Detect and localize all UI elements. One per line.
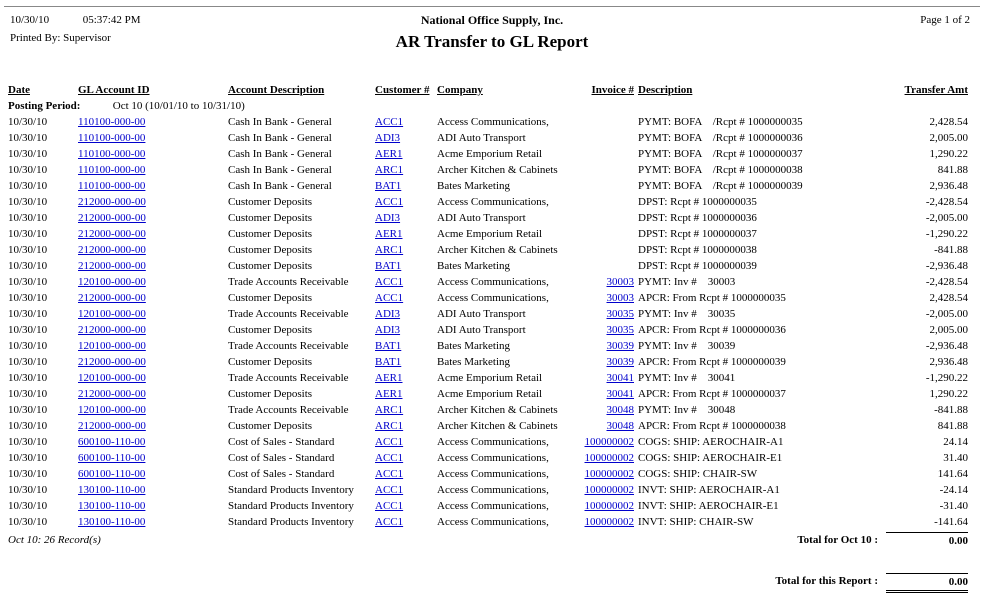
cell-transfer-amt: 2,428.54: [929, 116, 968, 128]
gl-account-link[interactable]: 120100-000-00: [78, 276, 146, 288]
cell-description: APCR: From Rcpt # 1000000037: [638, 388, 786, 400]
cell-date: 10/30/10: [8, 468, 48, 480]
cell-account-description: Customer Deposits: [228, 244, 313, 256]
gl-account-link[interactable]: 600100-110-00: [78, 452, 146, 464]
table-row: [8, 290, 968, 306]
cell-date: 10/30/10: [8, 148, 48, 160]
cell-date: 10/30/10: [8, 340, 48, 352]
col-header-description: Description: [638, 84, 693, 96]
cell-account-description: Standard Products Inventory: [228, 484, 354, 496]
printed-by: Printed By: Supervisor: [10, 32, 111, 44]
customer-link[interactable]: ACC1: [375, 500, 404, 512]
cell-description: DPST: Rcpt # 1000000038: [638, 244, 757, 256]
cell-date: 10/30/10: [8, 516, 48, 528]
cell-account-description: Trade Accounts Receivable: [228, 276, 349, 288]
col-header-transfer-amt: Transfer Amt: [904, 84, 968, 96]
cell-description: PYMT: Inv # 30041: [638, 372, 736, 384]
gl-account-link[interactable]: 110100-000-00: [78, 116, 146, 128]
cell-transfer-amt: 24.14: [943, 436, 968, 448]
gl-account-link[interactable]: 212000-000-00: [78, 212, 146, 224]
table-row: [8, 130, 968, 146]
cell-account-description: Cost of Sales - Standard: [228, 468, 335, 480]
posting-period-row: [8, 98, 968, 114]
cell-account-description: Customer Deposits: [228, 420, 313, 432]
cell-date: 10/30/10: [8, 388, 48, 400]
print-date: 10/30/10: [10, 14, 50, 26]
cell-transfer-amt: -1,290.22: [925, 372, 968, 384]
cell-transfer-amt: 2,936.48: [929, 180, 968, 192]
cell-date: 10/30/10: [8, 484, 48, 496]
invoice-link[interactable]: 30003: [606, 292, 634, 304]
cell-transfer-amt: -2,428.54: [925, 196, 968, 208]
customer-link[interactable]: ACC1: [375, 292, 404, 304]
gl-account-link[interactable]: 120100-000-00: [78, 340, 146, 352]
customer-link[interactable]: ACC1: [375, 484, 404, 496]
cell-account-description: Customer Deposits: [228, 228, 313, 240]
cell-transfer-amt: 1,290.22: [929, 388, 968, 400]
cell-date: 10/30/10: [8, 436, 48, 448]
cell-date: 10/30/10: [8, 292, 48, 304]
page-indicator: Page 1 of 2: [920, 14, 970, 26]
column-header-row: [8, 82, 968, 98]
posting-period-value: Oct 10 (10/01/10 to 10/31/10): [112, 100, 245, 112]
customer-link[interactable]: ACC1: [375, 196, 404, 208]
cell-date: 10/30/10: [8, 372, 48, 384]
cell-company: ADI Auto Transport: [437, 132, 526, 144]
cell-company: Access Communications,: [437, 484, 549, 496]
cell-transfer-amt: -2,936.48: [925, 260, 968, 272]
invoice-link: [580, 258, 634, 274]
cell-date: 10/30/10: [8, 324, 48, 336]
report-total-label: Total for this Report :: [775, 575, 878, 587]
cell-date: 10/30/10: [8, 196, 48, 208]
cell-account-description: Cash In Bank - General: [228, 180, 332, 192]
invoice-link[interactable]: 100000002: [584, 516, 634, 528]
customer-link[interactable]: ARC1: [375, 164, 404, 176]
posting-period-label: Posting Period:: [8, 100, 81, 112]
cell-description: COGS: SHIP: AEROCHAIR-E1: [638, 452, 783, 464]
cell-company: Access Communications,: [437, 196, 549, 208]
invoice-link: [580, 226, 634, 242]
gl-account-link[interactable]: 110100-000-00: [78, 148, 146, 160]
cell-company: ADI Auto Transport: [437, 308, 526, 320]
cell-transfer-amt: -1,290.22: [925, 228, 968, 240]
table-row: [8, 338, 968, 354]
cell-transfer-amt: -141.64: [934, 516, 968, 528]
invoice-link: [580, 162, 634, 178]
table-row: [8, 146, 968, 162]
customer-link[interactable]: AER1: [375, 388, 403, 400]
cell-date: 10/30/10: [8, 244, 48, 256]
cell-account-description: Customer Deposits: [228, 196, 313, 208]
cell-company: Acme Emporium Retail: [437, 388, 543, 400]
cell-transfer-amt: 31.40: [943, 452, 968, 464]
invoice-link[interactable]: 30048: [606, 404, 634, 416]
cell-account-description: Customer Deposits: [228, 212, 313, 224]
cell-transfer-amt: -841.88: [934, 404, 968, 416]
cell-date: 10/30/10: [8, 276, 48, 288]
report-header-center: [0, 13, 984, 52]
report-rows: [8, 114, 968, 530]
customer-link[interactable]: ADI3: [375, 324, 401, 336]
period-total-row: [8, 532, 968, 549]
cell-account-description: Customer Deposits: [228, 324, 313, 336]
report-total-row: [8, 573, 968, 593]
cell-account-description: Trade Accounts Receivable: [228, 340, 349, 352]
invoice-link[interactable]: 100000002: [584, 500, 634, 512]
cell-description: DPST: Rcpt # 1000000039: [638, 260, 757, 272]
gl-account-link[interactable]: 120100-000-00: [78, 308, 146, 320]
cell-transfer-amt: -2,428.54: [925, 276, 968, 288]
cell-company: Bates Marketing: [437, 340, 511, 352]
invoice-link: [580, 114, 634, 130]
cell-description: APCR: From Rcpt # 1000000038: [638, 420, 786, 432]
cell-description: PYMT: Inv # 30039: [638, 340, 736, 352]
table-row: [8, 322, 968, 338]
cell-transfer-amt: -841.88: [934, 244, 968, 256]
invoice-link[interactable]: 30035: [606, 324, 634, 336]
table-row: [8, 402, 968, 418]
cell-description: INVT: SHIP: AEROCHAIR-A1: [638, 484, 780, 496]
table-row: [8, 178, 968, 194]
customer-link[interactable]: AER1: [375, 148, 403, 160]
cell-transfer-amt: -24.14: [939, 484, 968, 496]
customer-link[interactable]: ACC1: [375, 452, 404, 464]
table-row: [8, 514, 968, 530]
invoice-link: [580, 210, 634, 226]
invoice-link[interactable]: 100000002: [584, 452, 634, 464]
cell-account-description: Trade Accounts Receivable: [228, 404, 349, 416]
invoice-link[interactable]: 30041: [606, 388, 634, 400]
gl-account-link[interactable]: 110100-000-00: [78, 132, 146, 144]
cell-description: PYMT: Inv # 30048: [638, 404, 736, 416]
period-total-value: 0.00: [886, 532, 968, 549]
invoice-link[interactable]: 30035: [606, 308, 634, 320]
cell-account-description: Standard Products Inventory: [228, 516, 354, 528]
customer-link[interactable]: ADI3: [375, 308, 401, 320]
cell-company: Acme Emporium Retail: [437, 228, 543, 240]
cell-transfer-amt: 841.88: [937, 420, 968, 432]
cell-account-description: Customer Deposits: [228, 356, 313, 368]
invoice-link: [580, 194, 634, 210]
gl-account-link[interactable]: 212000-000-00: [78, 420, 146, 432]
cell-description: DPST: Rcpt # 1000000036: [638, 212, 757, 224]
gl-account-link[interactable]: 212000-000-00: [78, 228, 146, 240]
table-row: [8, 354, 968, 370]
cell-date: 10/30/10: [8, 420, 48, 432]
customer-link[interactable]: ACC1: [375, 116, 404, 128]
cell-account-description: Customer Deposits: [228, 388, 313, 400]
cell-transfer-amt: 2,936.48: [929, 356, 968, 368]
cell-date: 10/30/10: [8, 452, 48, 464]
gl-account-link[interactable]: 130100-110-00: [78, 484, 146, 496]
cell-description: APCR: From Rcpt # 1000000039: [638, 356, 786, 368]
cell-description: COGS: SHIP: CHAIR-SW: [638, 468, 758, 480]
customer-link[interactable]: BAT1: [375, 356, 402, 368]
print-time: 05:37:42 PM: [82, 14, 141, 26]
customer-link[interactable]: BAT1: [375, 340, 402, 352]
gl-account-link[interactable]: 110100-000-00: [78, 164, 146, 176]
cell-description: PYMT: Inv # 30003: [638, 276, 736, 288]
report-title: AR Transfer to GL Report: [395, 32, 589, 51]
cell-description: DPST: Rcpt # 1000000035: [638, 196, 757, 208]
table-row: [8, 194, 968, 210]
cell-date: 10/30/10: [8, 404, 48, 416]
cell-account-description: Cash In Bank - General: [228, 132, 332, 144]
table-row: [8, 258, 968, 274]
cell-description: PYMT: BOFA /Rcpt # 1000000037: [638, 148, 803, 160]
customer-link[interactable]: ADI3: [375, 212, 401, 224]
cell-account-description: Trade Accounts Receivable: [228, 308, 349, 320]
cell-company: Access Communications,: [437, 500, 549, 512]
cell-date: 10/30/10: [8, 228, 48, 240]
cell-company: Access Communications,: [437, 516, 549, 528]
col-header-account-description: Account Description: [228, 84, 325, 96]
record-count: Oct 10: 26 Record(s): [8, 534, 101, 546]
invoice-link[interactable]: 30039: [606, 340, 634, 352]
cell-account-description: Cost of Sales - Standard: [228, 436, 335, 448]
col-header-gl-account-id: GL Account ID: [78, 84, 150, 96]
cell-company: Archer Kitchen & Cabinets: [437, 164, 558, 176]
cell-account-description: Cost of Sales - Standard: [228, 452, 335, 464]
cell-description: PYMT: BOFA /Rcpt # 1000000038: [638, 164, 803, 176]
company-name: National Office Supply, Inc.: [420, 13, 564, 27]
table-row: [8, 434, 968, 450]
gl-account-link[interactable]: 110100-000-00: [78, 180, 146, 192]
table-row: [8, 498, 968, 514]
gl-account-link[interactable]: 212000-000-00: [78, 324, 146, 336]
cell-company: Archer Kitchen & Cabinets: [437, 244, 558, 256]
col-header-company: Company: [437, 84, 483, 96]
customer-link[interactable]: BAT1: [375, 260, 402, 272]
cell-company: Access Communications,: [437, 116, 549, 128]
customer-link[interactable]: ACC1: [375, 516, 404, 528]
gl-account-link[interactable]: 600100-110-00: [78, 468, 146, 480]
gl-account-link[interactable]: 130100-110-00: [78, 516, 146, 528]
cell-account-description: Standard Products Inventory: [228, 500, 354, 512]
cell-transfer-amt: -2,005.00: [925, 212, 968, 224]
cell-description: PYMT: BOFA /Rcpt # 1000000035: [638, 116, 803, 128]
table-row: [8, 386, 968, 402]
cell-account-description: Trade Accounts Receivable: [228, 372, 349, 384]
cell-company: Access Communications,: [437, 468, 549, 480]
cell-date: 10/30/10: [8, 180, 48, 192]
col-header-date: Date: [8, 84, 30, 96]
table-row: [8, 242, 968, 258]
table-row: [8, 306, 968, 322]
customer-link[interactable]: ACC1: [375, 276, 404, 288]
gl-account-link[interactable]: 130100-110-00: [78, 500, 146, 512]
cell-company: Access Communications,: [437, 292, 549, 304]
table-row: [8, 210, 968, 226]
cell-transfer-amt: 1,290.22: [929, 148, 968, 160]
cell-date: 10/30/10: [8, 500, 48, 512]
cell-company: ADI Auto Transport: [437, 212, 526, 224]
invoice-link: [580, 178, 634, 194]
customer-link[interactable]: ARC1: [375, 420, 404, 432]
customer-link[interactable]: ADI3: [375, 132, 401, 144]
col-header-customer: Customer #: [375, 84, 430, 96]
cell-description: APCR: From Rcpt # 1000000035: [638, 292, 786, 304]
cell-date: 10/30/10: [8, 116, 48, 128]
cell-description: PYMT: BOFA /Rcpt # 1000000036: [638, 132, 803, 144]
cell-company: ADI Auto Transport: [437, 324, 526, 336]
cell-date: 10/30/10: [8, 356, 48, 368]
period-total-label: Total for Oct 10 :: [797, 534, 878, 546]
cell-transfer-amt: 2,428.54: [929, 292, 968, 304]
gl-account-link[interactable]: 212000-000-00: [78, 244, 146, 256]
cell-transfer-amt: -31.40: [939, 500, 968, 512]
cell-company: Archer Kitchen & Cabinets: [437, 420, 558, 432]
cell-description: APCR: From Rcpt # 1000000036: [638, 324, 786, 336]
cell-description: INVT: SHIP: AEROCHAIR-E1: [638, 500, 779, 512]
gl-account-link[interactable]: 600100-110-00: [78, 436, 146, 448]
header-rule: [4, 6, 980, 7]
gl-account-link[interactable]: 120100-000-00: [78, 372, 146, 384]
customer-link[interactable]: ACC1: [375, 468, 404, 480]
invoice-link: [580, 146, 634, 162]
invoice-link: [580, 130, 634, 146]
gl-account-link[interactable]: 120100-000-00: [78, 404, 146, 416]
cell-account-description: Cash In Bank - General: [228, 164, 332, 176]
cell-description: INVT: SHIP: CHAIR-SW: [638, 516, 754, 528]
cell-company: Bates Marketing: [437, 180, 511, 192]
invoice-link[interactable]: 30041: [606, 372, 634, 384]
report-body: [8, 82, 968, 593]
col-header-invoice: Invoice #: [591, 84, 634, 96]
table-row: [8, 114, 968, 130]
cell-account-description: Customer Deposits: [228, 292, 313, 304]
cell-company: Access Communications,: [437, 276, 549, 288]
cell-date: 10/30/10: [8, 212, 48, 224]
invoice-link: [580, 242, 634, 258]
cell-description: DPST: Rcpt # 1000000037: [638, 228, 757, 240]
cell-date: 10/30/10: [8, 260, 48, 272]
gl-account-link[interactable]: 212000-000-00: [78, 260, 146, 272]
table-row: [8, 226, 968, 242]
cell-company: Archer Kitchen & Cabinets: [437, 404, 558, 416]
cell-account-description: Cash In Bank - General: [228, 116, 332, 128]
table-row: [8, 450, 968, 466]
cell-transfer-amt: 2,005.00: [929, 324, 968, 336]
cell-transfer-amt: -2,005.00: [925, 308, 968, 320]
cell-company: Access Communications,: [437, 452, 549, 464]
cell-transfer-amt: 841.88: [937, 164, 968, 176]
cell-description: COGS: SHIP: AEROCHAIR-A1: [638, 436, 784, 448]
customer-link[interactable]: ARC1: [375, 244, 404, 256]
invoice-link[interactable]: 30003: [606, 276, 634, 288]
table-row: [8, 418, 968, 434]
cell-company: Acme Emporium Retail: [437, 148, 543, 160]
cell-transfer-amt: -2,936.48: [925, 340, 968, 352]
customer-link[interactable]: ACC1: [375, 436, 404, 448]
invoice-link[interactable]: 30039: [606, 356, 634, 368]
gl-account-link[interactable]: 212000-000-00: [78, 388, 146, 400]
table-row: [8, 274, 968, 290]
customer-link[interactable]: AER1: [375, 372, 403, 384]
gl-account-link[interactable]: 212000-000-00: [78, 196, 146, 208]
table-row: [8, 482, 968, 498]
invoice-link[interactable]: 100000002: [584, 484, 634, 496]
customer-link[interactable]: BAT1: [375, 180, 402, 192]
cell-date: 10/30/10: [8, 164, 48, 176]
cell-description: PYMT: BOFA /Rcpt # 1000000039: [638, 180, 803, 192]
cell-company: Access Communications,: [437, 436, 549, 448]
cell-account-description: Cash In Bank - General: [228, 148, 332, 160]
invoice-link[interactable]: 100000002: [584, 468, 634, 480]
gl-account-link[interactable]: 212000-000-00: [78, 356, 146, 368]
cell-date: 10/30/10: [8, 308, 48, 320]
cell-company: Acme Emporium Retail: [437, 372, 543, 384]
cell-description: PYMT: Inv # 30035: [638, 308, 736, 320]
cell-account-description: Customer Deposits: [228, 260, 313, 272]
invoice-link[interactable]: 30048: [606, 420, 634, 432]
table-row: [8, 370, 968, 386]
cell-date: 10/30/10: [8, 132, 48, 144]
cell-transfer-amt: 2,005.00: [929, 132, 968, 144]
cell-transfer-amt: 141.64: [937, 468, 968, 480]
invoice-link[interactable]: 100000002: [584, 436, 634, 448]
gl-account-link[interactable]: 212000-000-00: [78, 292, 146, 304]
cell-company: Bates Marketing: [437, 356, 511, 368]
customer-link[interactable]: AER1: [375, 228, 403, 240]
table-row: [8, 162, 968, 178]
customer-link[interactable]: ARC1: [375, 404, 404, 416]
report-total-value: 0.00: [886, 573, 968, 593]
cell-company: Bates Marketing: [437, 260, 511, 272]
table-row: [8, 466, 968, 482]
